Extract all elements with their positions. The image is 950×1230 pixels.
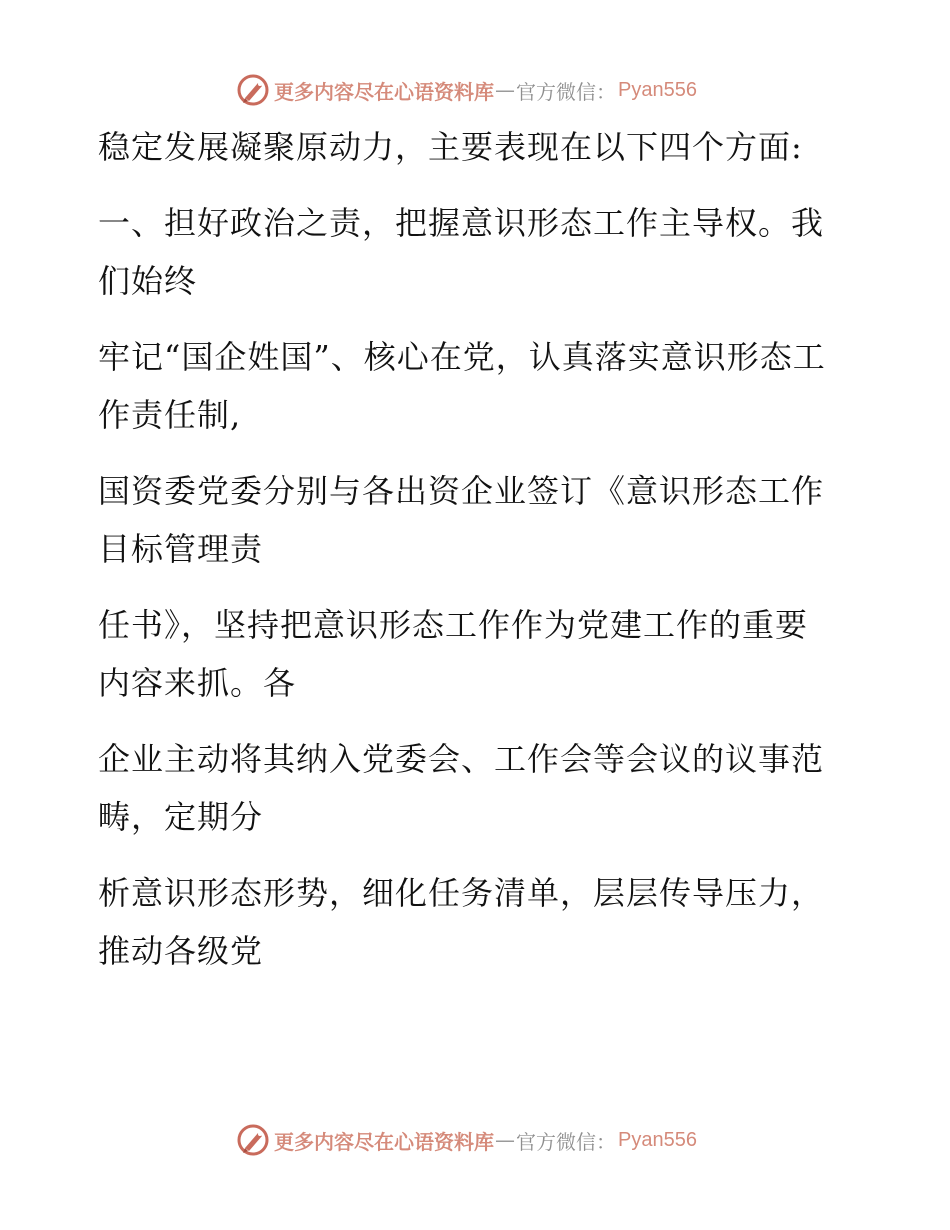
paragraph-1: 稳定发展凝聚原动力，主要表现在以下四个方面: [98, 128, 803, 166]
header-wechat-label: 官方微信： [516, 79, 616, 104]
paragraph-2: 一、担好政治之责，把握意识形态工作主导权。我们始终 [98, 204, 825, 300]
pen-logo-icon [236, 73, 270, 107]
footer-dash: — [495, 1128, 515, 1152]
footer-wechat-label: 官方微信： [516, 1129, 616, 1154]
header-wechat-id: Pyan556 [618, 78, 697, 101]
pen-logo-icon [236, 1123, 270, 1157]
footer-wechat-id: Pyan556 [618, 1128, 697, 1151]
paragraph-4: 国资委党委分别与各出资企业签订《意识形态工作目标管理责 [98, 472, 825, 568]
paragraph-5: 任书》，坚持把意识形态工作作为党建工作的重要内容来抓。各 [98, 606, 809, 702]
header-dash: — [495, 78, 515, 102]
paragraph-6: 企业主动将其纳入党委会、工作会等会议的议事范畴，定期分 [98, 740, 825, 836]
paragraph-7: 析意识形态形势，细化任务清单，层层传导压力，推动各级党 [98, 874, 825, 970]
document-body [98, 118, 838, 998]
footer-brand-text: 更多内容尽在心语资料库 [274, 1129, 494, 1154]
paragraph-3: 牢记“国企姓国”、核心在党，认真落实意识形态工作责任制, [98, 338, 826, 434]
header-watermark [236, 72, 697, 108]
header-brand-text: 更多内容尽在心语资料库 [274, 79, 494, 104]
footer-watermark [236, 1122, 697, 1158]
